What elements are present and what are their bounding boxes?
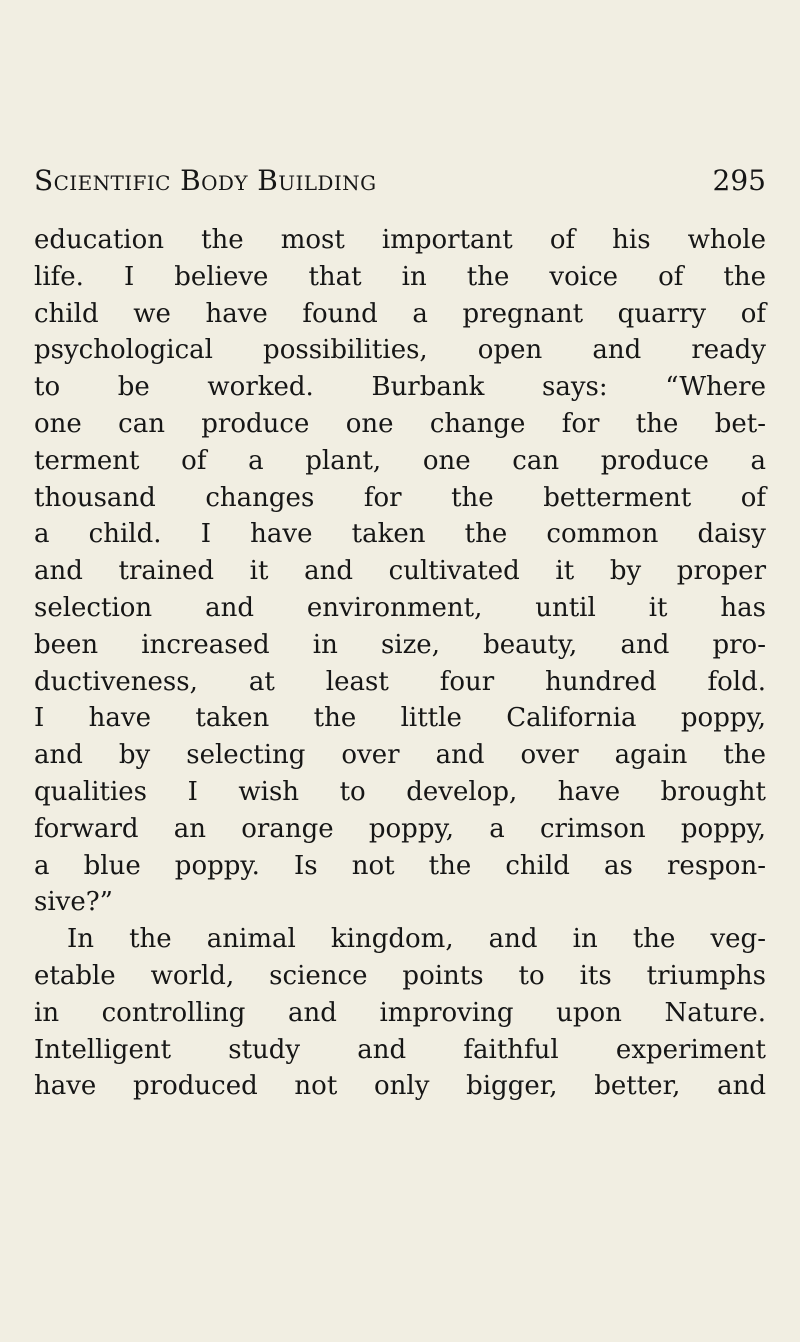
text-line: and trained it and cultivated it by proper (34, 556, 766, 587)
text-line: I have taken the little California poppy, (34, 703, 766, 734)
text-line: ductiveness, at least four hundred fold. (34, 666, 766, 697)
text-line: sive?” (34, 887, 113, 918)
text-line: education the most important of his whole (34, 225, 766, 255)
text-line: qualities I wish to develop, have brought (34, 776, 766, 807)
running-title: Scientific Body Building (34, 164, 377, 197)
text-line: a blue poppy. Is not the child as respon- (34, 850, 766, 881)
text-line: been increased in size, beauty, and pro- (34, 629, 766, 660)
body-text (34, 222, 766, 1105)
text-line: a child. I have taken the common daisy (34, 519, 766, 550)
text-line: psychological possibilities, open and ready (34, 335, 766, 366)
text-line: terment of a plant, one can produce a (34, 445, 766, 476)
page-number: 295 (712, 164, 766, 197)
text-line: child we have found a pregnant quarry of (34, 298, 766, 329)
text-line: Intelligent study and faithful experiment (34, 1034, 766, 1065)
text-line: one can produce one change for the bet- (34, 408, 766, 439)
text-line: have produced not only bigger, better, and (34, 1071, 766, 1102)
text-line: life. I believe that in the voice of the (34, 261, 766, 292)
text-line: selection and environment, until it has (34, 592, 766, 623)
running-head (34, 164, 766, 204)
text-line: to be worked. Burbank says: “Where (34, 372, 766, 403)
text-line: etable world, science points to its triumphs (34, 960, 766, 991)
text-line: thousand changes for the betterment of (34, 482, 766, 513)
text-line: forward an orange poppy, a crimson poppy, (34, 813, 766, 844)
text-line: in controlling and improving upon Nature. (34, 997, 766, 1028)
text-line: In the animal kingdom, and in the veg- (67, 924, 766, 955)
text-line: and by selecting over and over again the (34, 740, 766, 771)
